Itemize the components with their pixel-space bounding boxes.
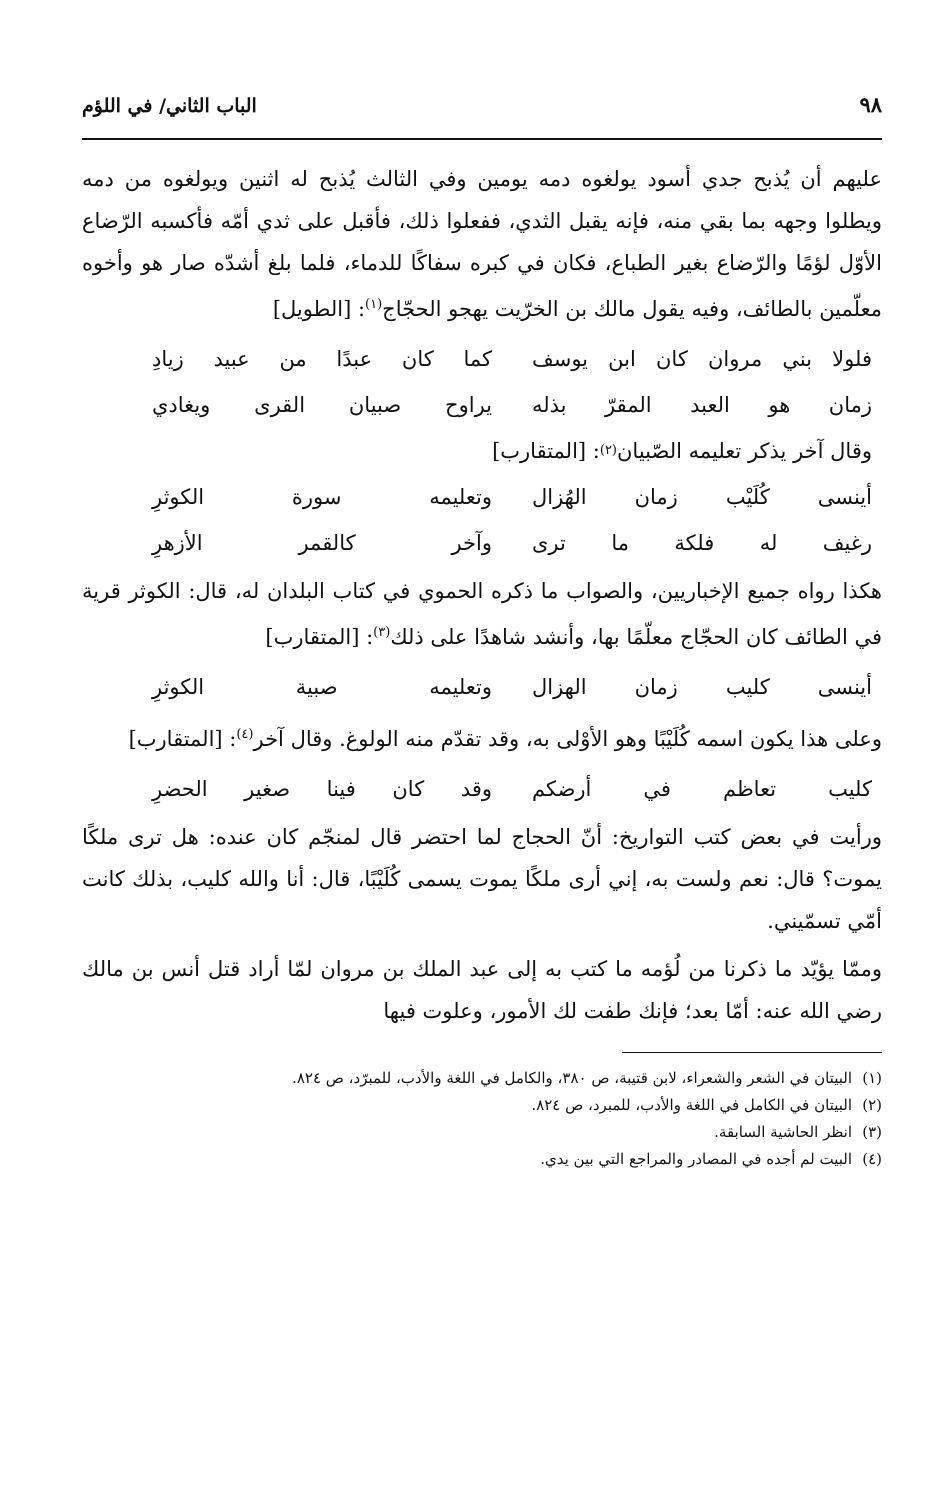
paragraph-4-text: وعلى هذا يكون اسمه كُلَيْبًا وهو الأوْلى به، وقد تقدّم منه الولوغ. وقال آخر [253, 727, 882, 751]
footnote-number: (٢) [862, 1096, 882, 1114]
paragraph-3-text: هكذا رواه جميع الإخباريين، والصواب ما ذكره الحموي في كتاب البلدان له، قال: الكوثر قرية في الطائف كان الحجّاج معلّمًا بها، وأنشد شاهدًا على ذلك [82, 579, 882, 649]
meter-label-1: : [الطويل] [272, 297, 366, 321]
verse-line [82, 520, 882, 566]
footnote-ref-3[interactable]: (٣) [373, 625, 391, 640]
verse-block-3 [82, 664, 882, 710]
meter-label-2: : [المتقارب] [492, 439, 600, 463]
paragraph-6 [82, 948, 882, 1032]
footnote-number: (١) [862, 1069, 882, 1087]
verse-block-4 [82, 766, 882, 812]
verse-line [82, 336, 882, 382]
verse-hemistich-right: رغيف له فلكة ما ترى [532, 531, 872, 555]
verse-hemistich-right: زمان هو العبد المقرّ بذله [532, 393, 872, 417]
footnote-ref-1[interactable]: (١) [365, 297, 383, 312]
running-title: الباب الثاني/ في اللؤم [82, 95, 257, 117]
footnote-number: (٣) [862, 1123, 882, 1141]
verse-hemistich-left: وتعليمه سورة الكوثرِ [152, 485, 492, 509]
meter-label-4: : [المتقارب] [128, 727, 237, 751]
footnote-number: (٤) [862, 1150, 882, 1168]
paragraph-4 [82, 714, 882, 760]
paragraph-5-text: ورأيت في بعض كتب التواريخ: أنّ الحجاج لما احتضر قال لمنجّم كان عنده: هل ترى ملكًا يموت؟ قال: نعم ولست به، إني أرى ملكًا يموت يسمى كُلَيْبًا، قال: أنا والله كليب، بذلك كانت أمّي تسمّيني. [82, 825, 882, 933]
footnote-ref-4[interactable]: (٤) [236, 727, 254, 742]
footnote-item [82, 1065, 882, 1092]
paragraph-1 [82, 158, 882, 330]
verse-hemistich-right: أينسى كُلَيْب زمان الهُزال [532, 485, 872, 509]
page-header [82, 92, 882, 140]
paragraph-6-text: وممّا يؤيّد ما ذكرنا من لُؤمه ما كتب به إلى عبد الملك بن مروان لمّا أراد قتل أنس بن مالك رضي الله عنه: أمّا بعد؛ فإنك طفت لك الأمور، وعلوت فيها [82, 957, 882, 1023]
verse-line [82, 382, 882, 428]
verse-hemistich-left: يراوح صبيان القرى ويغادي [152, 393, 492, 417]
footnote-text: البيتان في الشعر والشعراء، لابن قتيبة، ص ٣٨٠، والكامل في اللغة والأدب، للمبرّد، ص ٨٢٤. [292, 1069, 852, 1087]
footnote-text: البيت لم أجده في المصادر والمراجع التي بين يدي. [540, 1150, 852, 1168]
paragraph-5 [82, 816, 882, 942]
footnote-item [82, 1146, 882, 1173]
page-number: ٩٨ [859, 92, 882, 117]
footnote-ref-2[interactable]: (٢) [599, 443, 617, 458]
verse-line [82, 766, 882, 812]
verse-hemistich-left: وتعليمه صبية الكوثرِ [152, 675, 492, 699]
verse-hemistich-right: كليب تعاظم في أرضكم [532, 777, 872, 801]
verse-hemistich-left: وآخر كالقمر الأزهرِ [152, 531, 492, 555]
verse-line [82, 474, 882, 520]
verse-intro-line [82, 428, 882, 474]
verse-hemistich-left: كما كان عبدًا من عبيد زيادِ [152, 347, 492, 371]
paragraph-3 [82, 570, 882, 658]
verse-block-1 [82, 336, 882, 566]
footnote-text: البيتان في الكامل في اللغة والأدب، للمبرد، ص ٨٢٤. [531, 1096, 852, 1114]
footnotes [82, 1065, 882, 1173]
footnote-text: انظر الحاشية السابقة. [714, 1123, 852, 1141]
paragraph-1-text: عليهم أن يُذبح جدي أسود يولغوه دمه يومين وفي الثالث يُذبح له اثنين ويولغوه من دمه ويطلوا وجهه بما بقي منه، فإنه يقبل الثدي، ففعلوا ذلك، فأقبل على ثدي أمّه فأكسبه الرّضاع الأوّل لؤمًا والرّضاع بغير الطباع، فكان في كبره سفاكًا للدماء، فلما بلغ أشدّه صار هو وأخوه معلّمين بالطائف، وفيه يقول مالك بن الخرّيت يهجو الحجّاج [82, 167, 882, 321]
meter-label-3: : [المتقارب] [265, 625, 374, 649]
footnote-divider [622, 1052, 882, 1053]
verse-line [82, 664, 882, 710]
verse-hemistich-right: فلولا بني مروان كان ابن يوسف [532, 347, 872, 371]
verse-hemistich-left: وقد كان فينا صغير الحضرِ [152, 777, 492, 801]
verse-hemistich-right: أينسى كليب زمان الهزال [532, 675, 872, 699]
book-page [82, 92, 882, 1173]
verse-intro-text: وقال آخر يذكر تعليمه الصّبيان [617, 439, 872, 463]
footnote-item [82, 1119, 882, 1146]
footnote-item [82, 1092, 882, 1119]
